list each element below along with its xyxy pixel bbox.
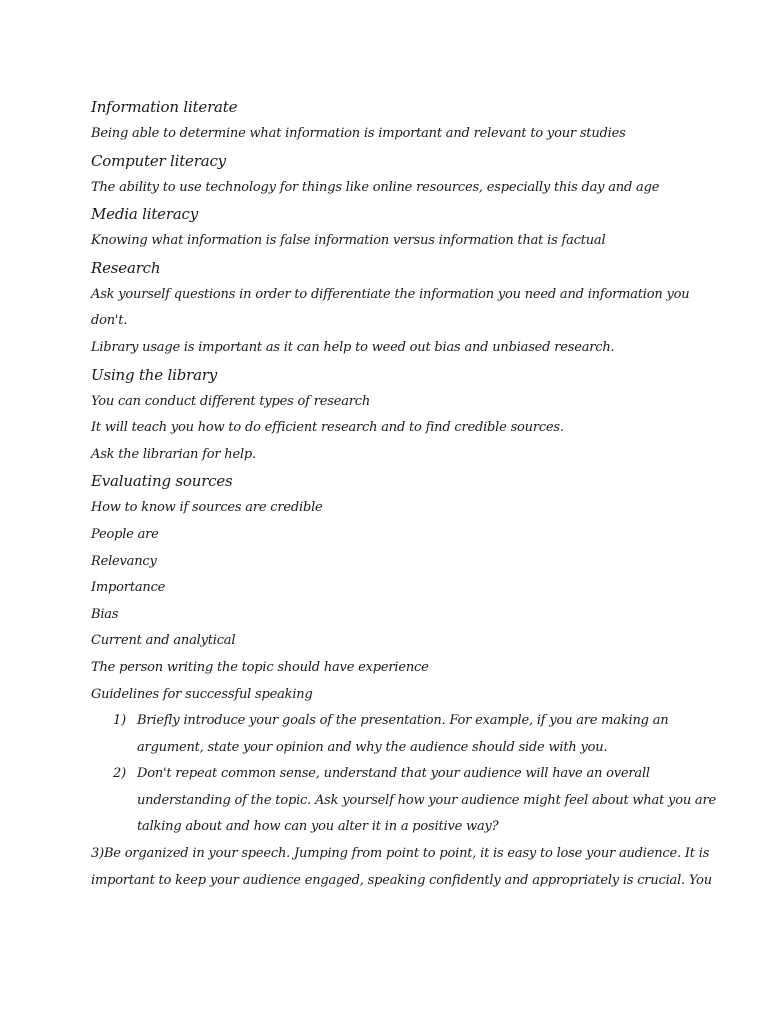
body-text-line: don't. — [91, 313, 128, 329]
body-text-line: Importance — [91, 580, 166, 596]
body-text-line: Bias — [91, 606, 119, 622]
body-text-line: Current and analytical — [91, 633, 236, 649]
list-item-continuation: understanding of the topic. Ask yourself how your audience might feel about what you are — [137, 792, 716, 808]
body-text-line: 3)Be organized in your speech. Jumping from point to point, it is easy to lose your audience. It is — [91, 846, 710, 862]
body-text-line: Being able to determine what information is important and relevant to your studies — [91, 126, 626, 141]
list-item-text: Briefly introduce your goals of the presentation. For example, if you are making an — [137, 713, 669, 729]
section-heading: Using the library — [91, 365, 218, 384]
body-text-line: It will teach you how to do efficient research and to find credible sources. — [91, 420, 564, 436]
numbered-item — [91, 708, 681, 735]
section-heading: Computer literacy — [91, 151, 226, 170]
body-text-line: Library usage is important as it can help to weed out bias and unbiased research. — [91, 339, 615, 355]
body-text-line: The ability to use technology for things like online resources, especially this day and age — [91, 179, 660, 195]
list-item-text: Don't repeat common sense, understand that your audience will have an overall — [137, 766, 650, 782]
list-number: 2) — [113, 766, 126, 782]
section-heading: Evaluating sources — [91, 472, 233, 491]
body-text-line: You can conduct different types of research — [91, 393, 371, 409]
list-number: 1) — [113, 713, 126, 729]
section-heading: Information literate — [91, 98, 238, 116]
numbered-item — [91, 761, 681, 788]
body-text-line: Ask the librarian for help. — [91, 446, 256, 462]
body-text-line: Knowing what information is false information versus information that is factual — [91, 233, 606, 249]
section-heading: Media literacy — [91, 205, 199, 224]
list-item-continuation: argument, state your opinion and why the audience should side with you. — [137, 739, 608, 755]
body-text-line: Relevancy — [91, 553, 157, 569]
body-text-line: important to keep your audience engaged, speaking confidently and appropriately is crucial. You — [91, 872, 712, 888]
body-text-line: Ask yourself questions in order to differentiate the information you need and information you — [91, 286, 690, 302]
section-heading: Research — [91, 258, 161, 277]
document-body — [91, 94, 716, 894]
body-text-line: The person writing the topic should have experience — [91, 659, 429, 675]
body-text-line: People are — [91, 526, 159, 542]
body-text-line: How to know if sources are credible — [91, 500, 323, 516]
body-text-line: Guidelines for successful speaking — [91, 686, 313, 702]
list-item-continuation: talking about and how can you alter it in a positive way? — [137, 819, 499, 835]
